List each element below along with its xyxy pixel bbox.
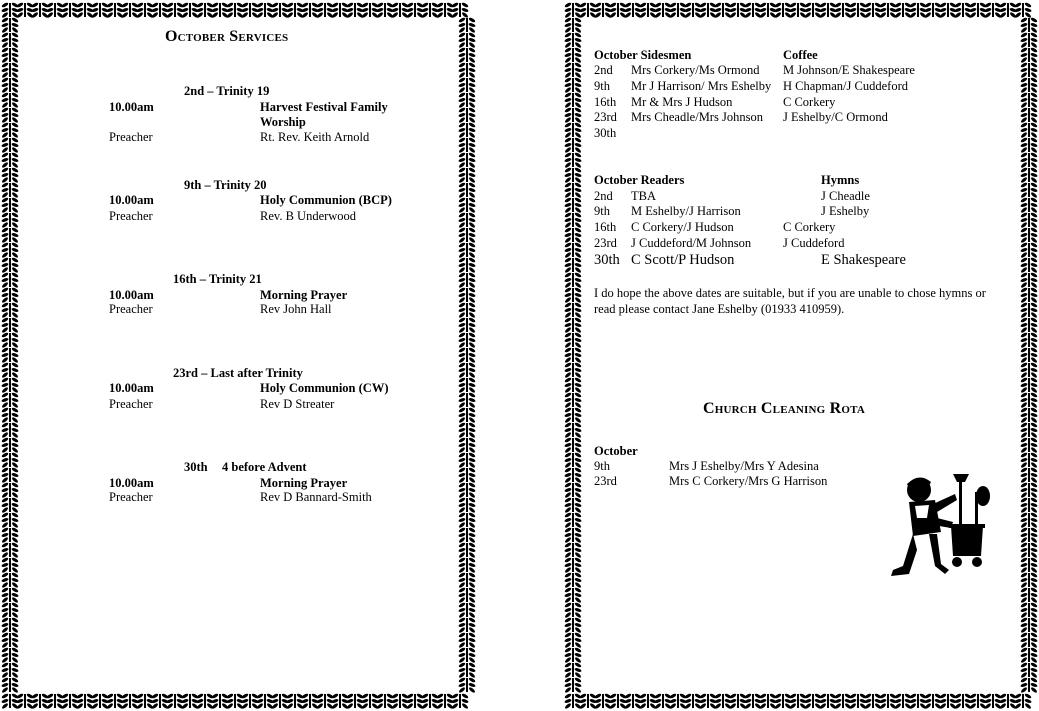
sidesmen-date: 9th bbox=[594, 79, 610, 93]
sidesmen-names: Mrs Cheadle/Mrs Johnson bbox=[631, 110, 763, 124]
service-time: 10.00am bbox=[109, 381, 154, 395]
coffee-names: H Chapman/J Cuddeford bbox=[783, 79, 908, 93]
cleaning-names: Mrs C Corkery/Mrs G Harrison bbox=[669, 474, 828, 488]
service-heading: 2nd – Trinity 19 bbox=[184, 84, 270, 98]
service-time: 10.00am bbox=[109, 288, 154, 302]
cleaner-with-mop-and-bucket-icon bbox=[883, 470, 1003, 585]
readers-names: C Scott/P Hudson bbox=[631, 252, 735, 268]
services-title: October Services bbox=[165, 28, 289, 45]
service-name: Morning Prayer bbox=[260, 476, 348, 490]
hymns-names: J Cheadle bbox=[821, 189, 870, 203]
sidesmen-names: Mr & Mrs J Hudson bbox=[631, 95, 733, 109]
service-heading-name: 4 before Advent bbox=[222, 460, 307, 474]
note-line: read please contact Jane Eshelby (01933 410959). bbox=[594, 302, 845, 316]
readers-date: 30th bbox=[594, 252, 620, 268]
service-heading: 23rd – Last after Trinity bbox=[173, 366, 303, 380]
cleaning-date: 9th bbox=[594, 459, 610, 473]
coffee-header: Coffee bbox=[783, 48, 818, 62]
sidesmen-date: 23rd bbox=[594, 110, 617, 124]
service-name: Holy Communion (BCP) bbox=[260, 193, 392, 207]
preacher-name: Rev John Hall bbox=[260, 302, 332, 316]
readers-names: TBA bbox=[631, 189, 656, 203]
readers-names: C Corkery/J Hudson bbox=[631, 220, 734, 234]
cleaning-month: October bbox=[594, 444, 638, 458]
readers-header: October Readers bbox=[594, 173, 685, 187]
note-line: I do hope the above dates are suitable, but if you are unable to chose hymns or bbox=[594, 286, 986, 300]
rota-content bbox=[585, 22, 1017, 689]
preacher-label: Preacher bbox=[109, 209, 153, 223]
preacher-label: Preacher bbox=[109, 130, 153, 144]
sidesmen-names: Mrs Corkery/Ms Ormond bbox=[631, 63, 760, 77]
service-name: Holy Communion (CW) bbox=[260, 381, 389, 395]
hymns-header: Hymns bbox=[821, 173, 860, 187]
cleaning-date: 23rd bbox=[594, 474, 617, 488]
readers-date: 2nd bbox=[594, 189, 613, 203]
preacher-label: Preacher bbox=[109, 490, 153, 504]
coffee-names: J Eshelby/C Ormond bbox=[783, 110, 888, 124]
hymns-names: E Shakespeare bbox=[821, 252, 906, 268]
sidesmen-date: 16th bbox=[594, 95, 617, 109]
service-name-continued: Worship bbox=[260, 115, 306, 129]
preacher-name: Rt. Rev. Keith Arnold bbox=[260, 130, 370, 144]
service-time: 10.00am bbox=[109, 100, 154, 114]
sidesmen-header: October Sidesmen bbox=[594, 48, 692, 62]
preacher-label: Preacher bbox=[109, 397, 153, 411]
service-time: 10.00am bbox=[109, 193, 154, 207]
preacher-label: Preacher bbox=[109, 302, 153, 316]
service-name: Morning Prayer bbox=[260, 288, 348, 302]
readers-names: J Cuddeford/M Johnson bbox=[631, 236, 752, 250]
cleaning-title: Church Cleaning Rota bbox=[703, 400, 865, 417]
hymns-names: C Corkery bbox=[783, 220, 836, 234]
hymns-names: J Cuddeford bbox=[783, 236, 845, 250]
readers-date: 16th bbox=[594, 220, 617, 234]
sidesmen-names: Mr J Harrison/ Mrs Eshelby bbox=[631, 79, 772, 93]
service-heading-date: 30th bbox=[184, 460, 208, 474]
preacher-name: Rev D Streater bbox=[260, 397, 335, 411]
readers-date: 9th bbox=[594, 204, 610, 218]
right-page bbox=[563, 0, 1039, 711]
left-page bbox=[0, 0, 477, 711]
preacher-name: Rev. B Underwood bbox=[260, 209, 357, 223]
hymns-names: J Eshelby bbox=[821, 204, 870, 218]
sidesmen-date: 30th bbox=[594, 126, 617, 140]
coffee-names: M Johnson/E Shakespeare bbox=[783, 63, 915, 77]
readers-names: M Eshelby/J Harrison bbox=[631, 204, 741, 218]
service-heading: 16th – Trinity 21 bbox=[173, 272, 262, 286]
service-heading: 9th – Trinity 20 bbox=[184, 178, 267, 192]
services-content bbox=[22, 22, 455, 689]
readers-date: 23rd bbox=[594, 236, 617, 250]
service-time: 10.00am bbox=[109, 476, 154, 490]
coffee-names: C Corkery bbox=[783, 95, 836, 109]
cleaning-names: Mrs J Eshelby/Mrs Y Adesina bbox=[669, 459, 819, 473]
service-name: Harvest Festival Family bbox=[260, 100, 388, 114]
sidesmen-date: 2nd bbox=[594, 63, 613, 77]
preacher-name: Rev D Bannard-Smith bbox=[260, 490, 372, 504]
